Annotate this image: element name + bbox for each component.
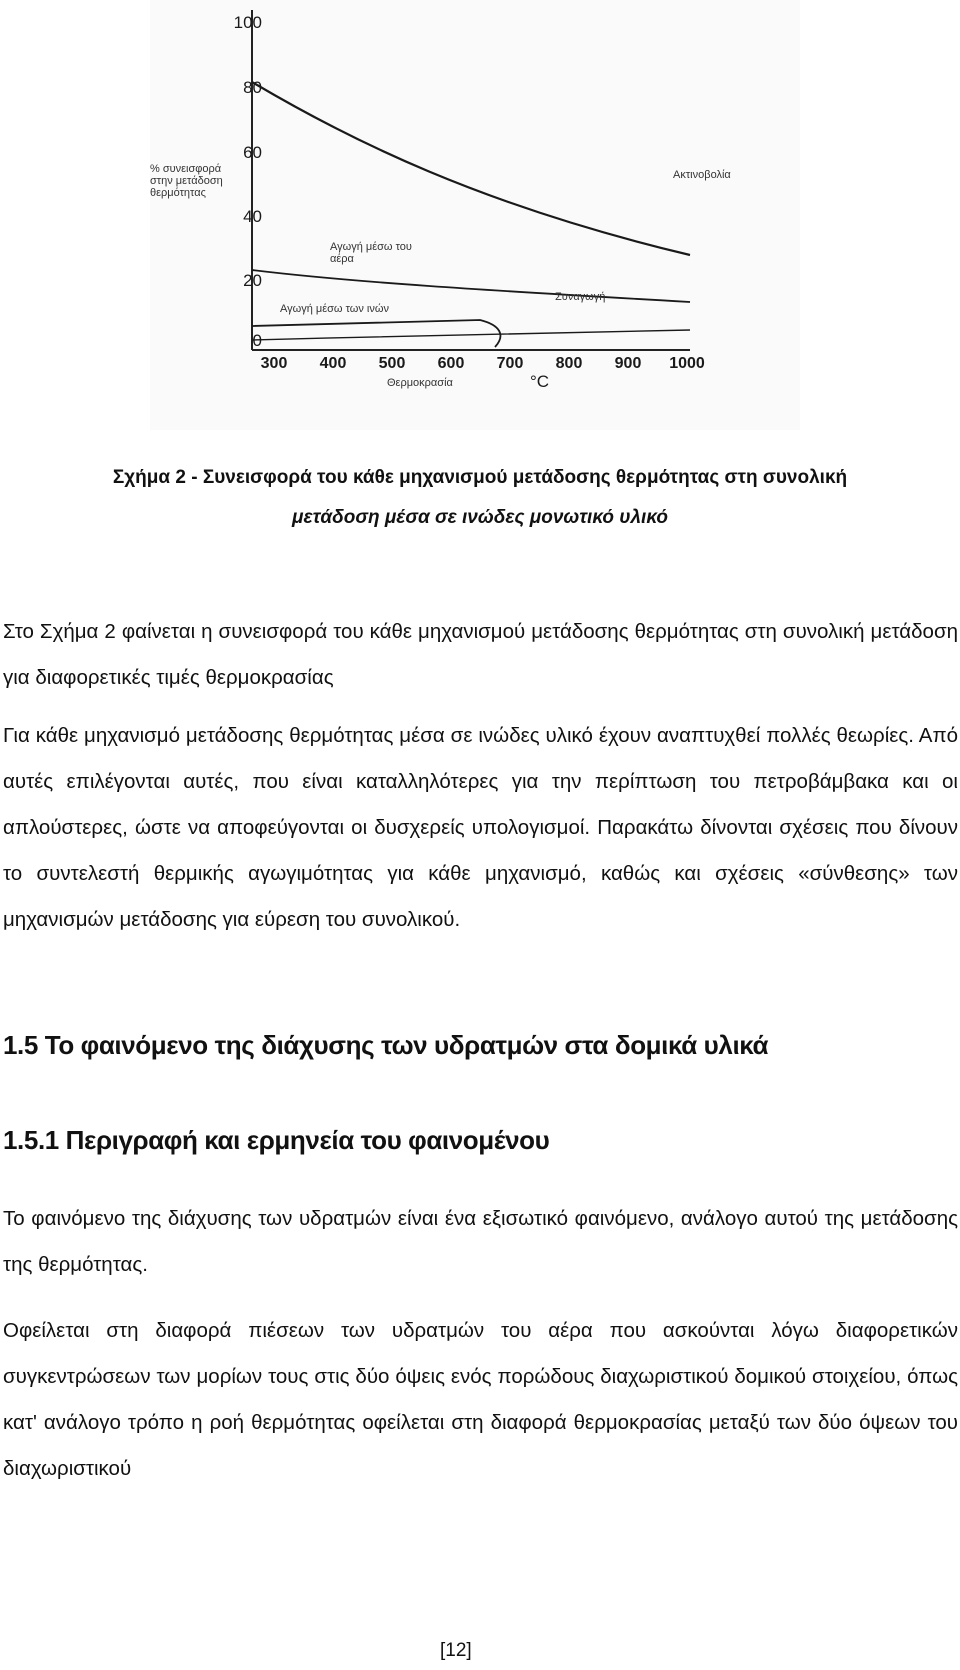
x-tick-label: 900 (614, 355, 642, 372)
radiation-label: Ακτινοβολία (673, 169, 731, 181)
y-tick-label: 100 (233, 13, 262, 32)
y-tick-label: 20 (243, 271, 262, 290)
paragraph: Το φαινόμενο της διάχυσης των υδρατμών είναι ένα εξισωτικό φαινόμενο, ανάλογο αυτού της μετάδοσης της θερμότητας. (3, 1207, 958, 1276)
paragraph: Οφείλεται στη διαφορά πιέσεων των υδρατμών του αέρα που ασκούνται λόγω διαφορετικών συγκεντρώσεων των μορίων τους στις δύο όψεις ενός πορώδους διαχωριστικού δομικού στοιχείου, όπως κατ' ανάλογο τρόπο η ροή θερμότητας οφείλεται στη διαφορά θερμοκρασίας μεταξύ των δύο όψεων του διαχωριστικού (3, 1319, 958, 1480)
y-tick-label: 60 (243, 143, 262, 162)
heat-transfer-figure (150, 0, 800, 430)
y-tick-label: 40 (243, 207, 262, 226)
x-tick-label: 1000 (669, 355, 705, 372)
x-tick-label: 600 (437, 355, 465, 372)
figure-caption: μετάδοση μέσα σε ινώδες μονωτικό υλικό (292, 507, 668, 528)
page-number: [12] (440, 1640, 472, 1661)
x-tick-label: 500 (378, 355, 406, 372)
x-tick-label: 700 (496, 355, 524, 372)
air-conduction-label: Αγωγή μέσω του (330, 241, 412, 253)
y-axis-label-line: στην μετάδοση (150, 175, 223, 187)
y-axis-label-line: % συνεισφορά (150, 163, 222, 175)
y-tick-label: 80 (243, 78, 262, 97)
figure-caption: Σχήμα 2 - Συνεισφορά του κάθε μηχανισμού μετάδοσης θερμότητας στη συνολική (112, 467, 848, 488)
subsection-heading: 1.5.1 Περιγραφή και ερμηνεία του φαινομένου (3, 1125, 550, 1155)
fiber-conduction-label: Αγωγή μέσω των ινών (280, 303, 389, 315)
x-tick-label: 300 (260, 355, 288, 372)
convection-curve (252, 320, 500, 347)
paragraph: Για κάθε μηχανισμό μετάδοσης θερμότητας μέσα σε ινώδες υλικό έχουν αναπτυχθεί πολλές θεωρίες. Από αυτές επιλέγονται αυτές, που είναι καταλληλότερες για την περίπτωση του πετροβάμβακα και οι απλούστερες, ώστε να αποφεύγονται οι δυσχερείς υπολογισμοί. Παρακάτω δίνονται σχέσεις που δίνουν το συντελεστή θερμικής αγωγιμότητας για κάθε μηχανισμό, καθώς και σχέσεις «σύνθεσης» των μηχανισμών μετάδοσης για εύρεση του συνολικού. (3, 724, 958, 931)
air-conduction-label: αέρα (330, 253, 354, 265)
air-conduction-curve (252, 270, 690, 302)
convection-label: Συναγωγή (555, 291, 606, 303)
y-axis-label-line: θερμότητας (150, 187, 206, 199)
x-tick-label: 400 (319, 355, 347, 372)
paragraph: Στο Σχήμα 2 φαίνεται η συνεισφορά του κάθε μηχανισμού μετάδοσης θερμότητας στη συνολική μετάδοση για διαφορετικές τιμές θερμοκρασίας (3, 620, 958, 689)
heat-transfer-chart (150, 0, 800, 430)
fiber-conduction-curve (252, 330, 690, 340)
y-tick-label: 0 (252, 331, 262, 350)
radiation-curve (252, 82, 690, 255)
x-axis-unit: °C (530, 372, 550, 391)
x-tick-label: 800 (555, 355, 583, 372)
x-axis-label: Θερμοκρασία (387, 377, 453, 389)
section-heading: 1.5 Το φαινόμενο της διάχυσης των υδρατμών στα δομικά υλικά (3, 1030, 769, 1060)
